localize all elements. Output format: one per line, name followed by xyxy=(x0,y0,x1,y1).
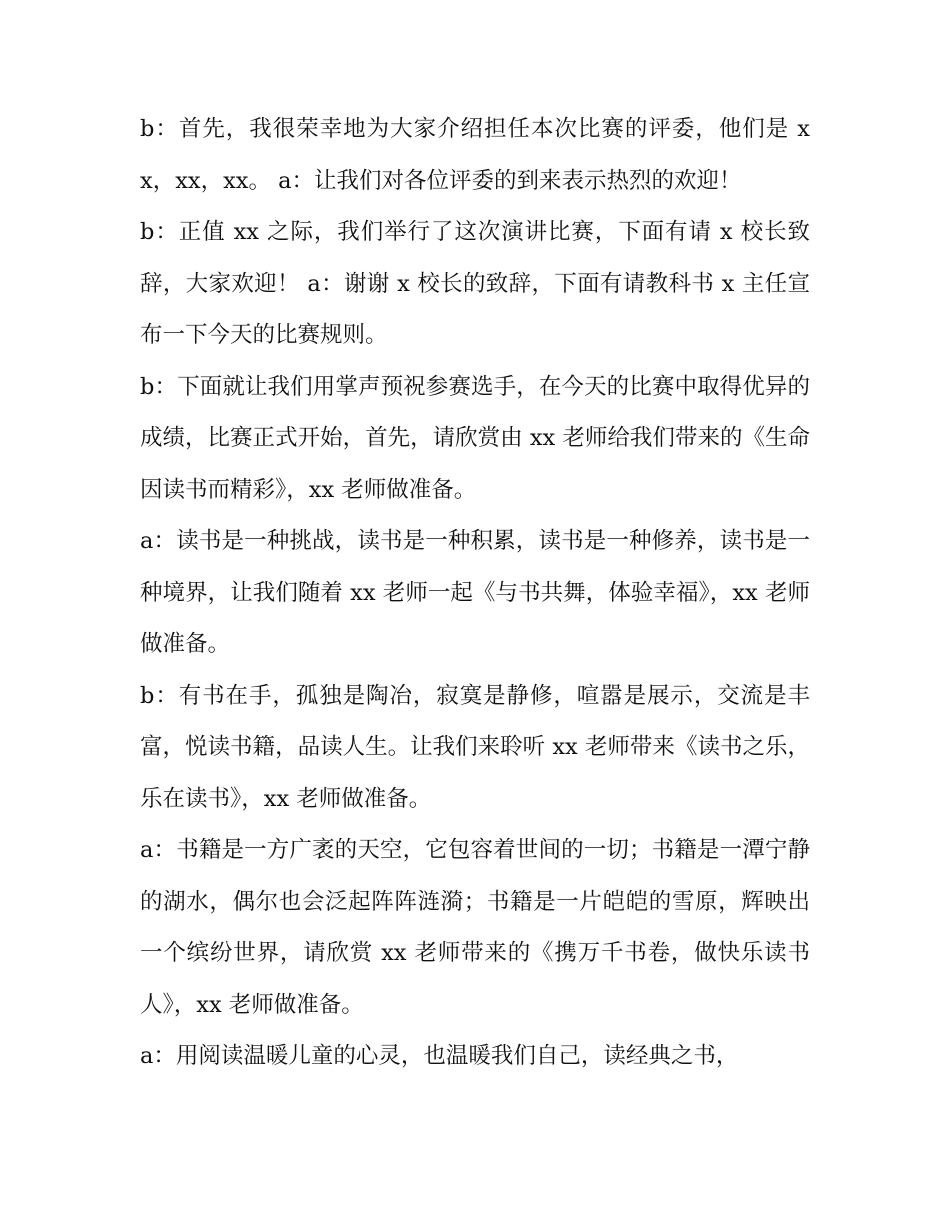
paragraph-joy-of-reading: b：有书在手，孤独是陶冶，寂寞是静修，喧嚣是展示，交流是丰富，悦读书籍，品读人生。让我们来聆听 xx 老师带来《读书之乐，乐在读书》，xx 老师做准备。 xyxy=(140,682,810,812)
paragraph-dance-with-books: a：读书是一种挑战，读书是一种积累，读书是一种修养，读书是一种境界，让我们随着 xx 老师一起《与书共舞，体验幸福》，xx 老师做准备。 xyxy=(140,528,810,657)
paragraph-judges-intro: b：首先，我很荣幸地为大家介绍担任本次比赛的评委，他们是 xx，xx，xx。 a：让我们对各位评委的到来表示热烈的欢迎！ xyxy=(140,116,810,194)
paragraph-books-are-sky: a：书籍是一方广袤的天空，它包容着世间的一切；书籍是一潭宁静的湖水，偶尔也会泛起阵阵涟漪；书籍是一片皑皑的雪原，辉映出一个缤纷世界，请欣赏 xx 老师带来的《携万千书卷，做快乐读书人》，xx 老师做准备。 xyxy=(140,837,810,1018)
paragraph-contest-start: b：下面就让我们用掌声预祝参赛选手，在今天的比赛中取得优异的成绩，比赛正式开始，首先，请欣赏由 xx 老师给我们带来的《生命因读书而精彩》，xx 老师做准备。 xyxy=(140,373,810,503)
paragraph-principal-speech: b：正值 xx 之际，我们举行了这次演讲比赛，下面有请 x 校长致辞，大家欢迎！ a：谢谢 x 校长的致辞，下面有请教科书 x 主任宣布一下今天的比赛规则。 xyxy=(140,219,810,348)
paragraph-warm-hearts: a：用阅读温暖儿童的心灵，也温暖我们自己，读经典之书， xyxy=(140,1043,739,1069)
document-body xyxy=(140,104,810,1083)
